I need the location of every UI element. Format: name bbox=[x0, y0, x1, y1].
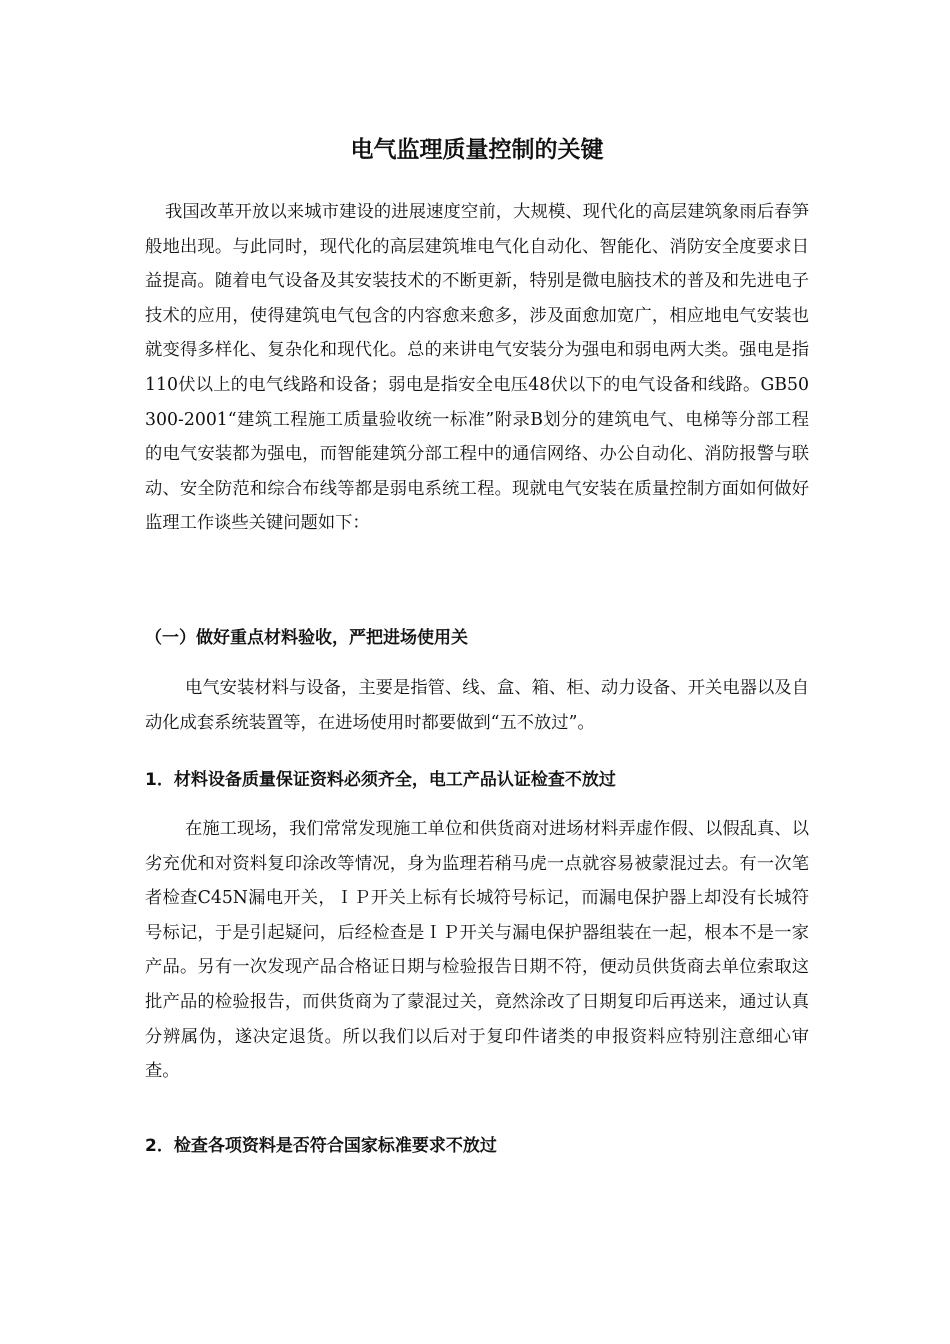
section-heading-1: （一）做好重点材料验收，严把进场使用关 bbox=[145, 628, 468, 648]
document-title: 电气监理质量控制的关键 bbox=[350, 137, 604, 163]
intro-paragraph: 我国改革开放以来城市建设的进展速度空前，大规模、现代化的高层建筑象雨后春笋般地出现。与此同时，现代化的高层建筑堆电气化自动化、智能化、消防安全度要求日益提高。随着电气设备及其安装技术的不断更新，特别是微电脑技术的普及和先进电子技术的应用，使得建筑电气包含的内容愈来愈多，涉及面愈加宽广，相应地电气安装也就变得多样化、复杂化和现代化。总的来讲电气安装分为强电和弱电两大类。强电是指110伏以上的电气线路和设备；弱电是指安全电压48伏以下的电气设备和线路。GB50300-2001“建筑工程施工质量验收统一标准”附录B划分的建筑电气、电梯等分部工程的电气安装都为强电，而智能建筑分部工程中的通信网络、办公自动化、消防报警与联动、安全防范和综合布线等都是弱电系统工程。现就电气安装在质量控制方面如何做好监理工作谈些关键问题如下： bbox=[145, 202, 809, 534]
item-paragraph-1: 在施工现场，我们常常发现施工单位和供货商对进场材料弄虚作假、以假乱真、以劣充优和对资料复印涂改等情况，身为监理若稍马虎一点就容易被蒙混过去。有一次笔者检查C45N漏电开关，ＩＰ开关上标有长城符号标记，而漏电保护器上却没有长城符号标记，于是引起疑问，后经检查是ＩＰ开关与漏电保护器组装在一起，根本不是一家产品。另有一次发现产品合格证日期与检验报告日期不符，便动员供货商去单位索取这批产品的检验报告，而供货商为了蒙混过关，竟然涂改了日期复印后再送来，通过认真分辨属伪，遂决定退货。所以我们以后对于复印件诸类的申报资料应特别注意细心审查。 bbox=[145, 819, 809, 1082]
item-heading-2: 2．检查各项资料是否符合国家标准要求不放过 bbox=[145, 1136, 497, 1156]
item-heading-1: 1．材料设备质量保证资料必须齐全，电工产品认证检查不放过 bbox=[145, 770, 616, 790]
section-paragraph-1: 电气安装材料与设备，主要是指管、线、盒、箱、柜、动力设备、开关电器以及自动化成套系统装置等，在进场使用时都要做到“五不放过”。 bbox=[145, 678, 809, 733]
